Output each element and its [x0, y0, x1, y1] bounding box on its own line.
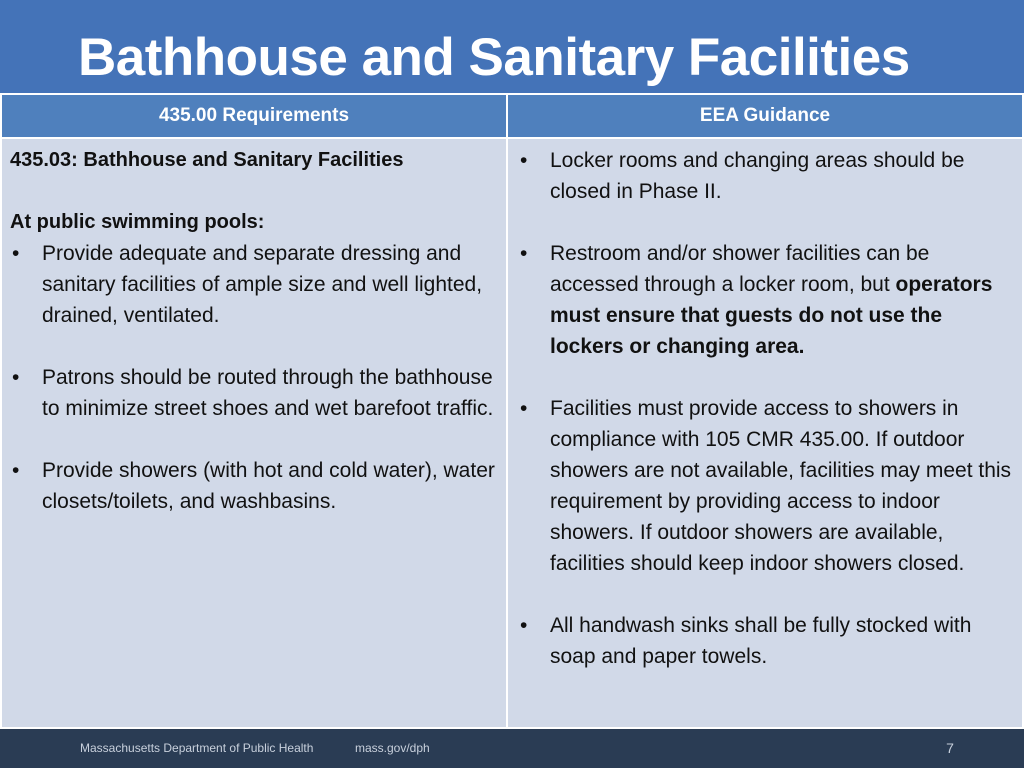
guidance-text: All handwash sinks shall be fully stocked with soap and paper towels.	[550, 614, 972, 668]
guidance-text: Restroom and/or shower facilities can be accessed through a locker room, but	[550, 242, 930, 296]
requirement-item	[10, 238, 500, 331]
requirement-item	[10, 455, 500, 517]
requirement-text: Patrons should be routed through the bathhouse to minimize street shoes and wet barefoot traffic.	[42, 366, 494, 420]
bullet-icon: •	[520, 149, 528, 172]
column-header-guidance: EEA Guidance	[508, 95, 1022, 137]
guidance-item	[518, 145, 1014, 207]
requirements-subheading: At public swimming pools:	[10, 211, 265, 233]
title-band	[0, 0, 1024, 93]
requirement-item	[10, 362, 500, 424]
footer-bar	[0, 729, 1024, 768]
guidance-item	[518, 238, 1014, 362]
guidance-item	[518, 393, 1014, 579]
slide-title: Bathhouse and Sanitary Facilities	[78, 28, 910, 87]
guidance-text: Locker rooms and changing areas should be closed in Phase II.	[550, 149, 965, 203]
footer-url: mass.gov/dph	[355, 741, 430, 755]
guidance-emphasis: operators must ensure that guests do not use the lockers or changing area.	[550, 273, 993, 358]
bullet-icon: •	[520, 397, 528, 420]
requirement-text: Provide adequate and separate dressing and sanitary facilities of ample size and well lighted, drained, ventilated.	[42, 242, 483, 327]
bullet-icon: •	[12, 366, 20, 389]
page-number: 7	[946, 740, 954, 756]
requirements-cell	[2, 139, 506, 727]
requirements-heading: 435.03: Bathhouse and Sanitary Facilities	[10, 149, 404, 171]
guidance-cell	[508, 139, 1022, 727]
footer-organization: Massachusetts Department of Public Health	[80, 741, 314, 755]
requirements-table	[0, 93, 1024, 727]
guidance-item	[518, 610, 1014, 672]
bullet-icon: •	[12, 242, 20, 265]
requirement-text: Provide showers (with hot and cold water), water closets/toilets, and washbasins.	[42, 459, 495, 513]
bullet-icon: •	[520, 614, 528, 637]
guidance-text: Facilities must provide access to showers in compliance with 105 CMR 435.00. If outdoor showers are not available, facilities may meet this requirement by providing access to indoor showers. If outdoor showers are available, facilities should keep indoor showers closed.	[550, 397, 1012, 575]
column-header-requirements: 435.00 Requirements	[2, 95, 506, 137]
bullet-icon: •	[520, 242, 528, 265]
bullet-icon: •	[12, 459, 20, 482]
